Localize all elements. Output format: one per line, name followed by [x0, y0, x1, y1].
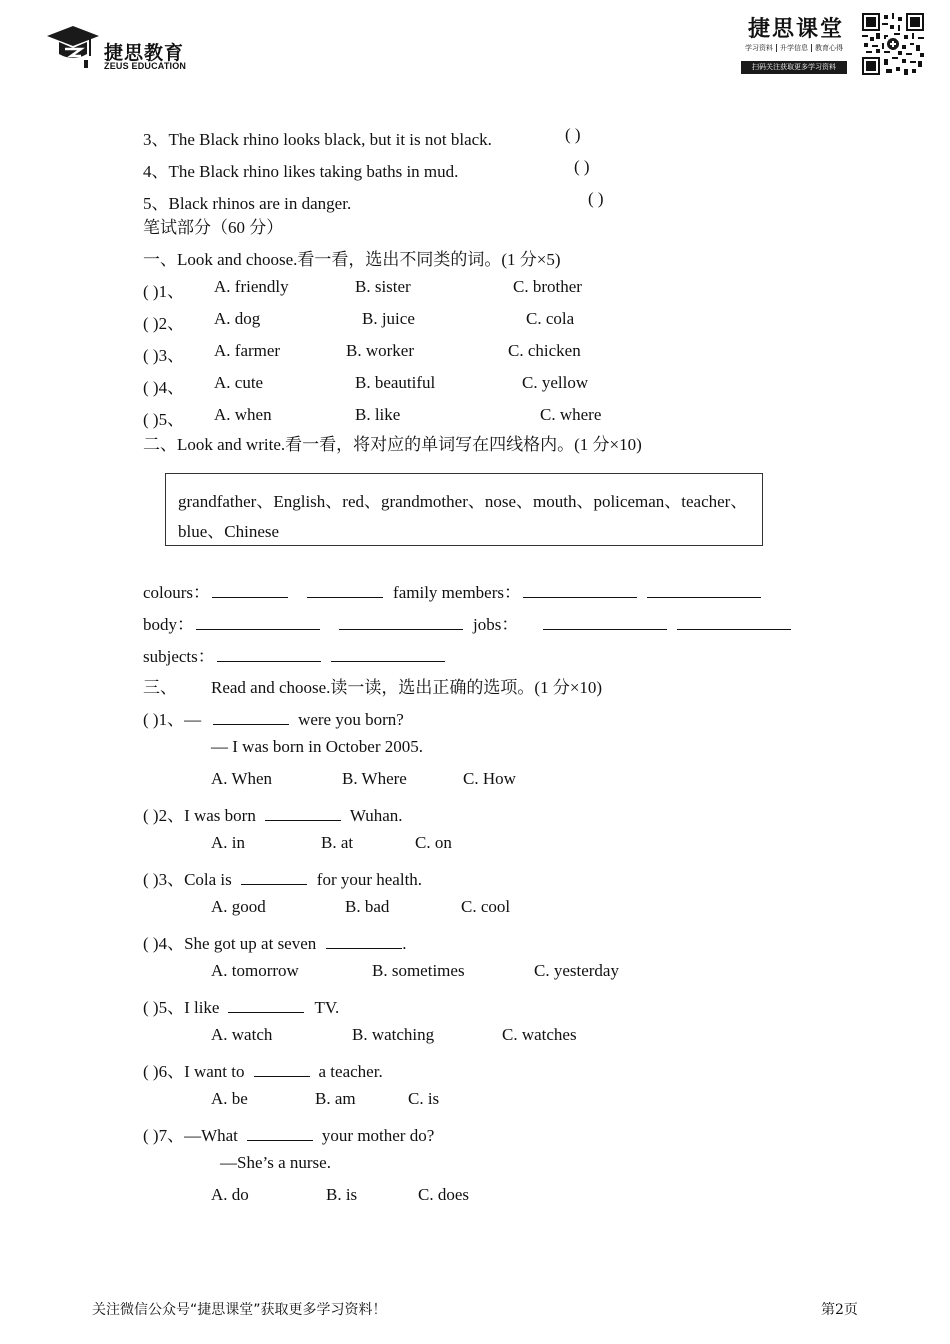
option-c: C. cola — [526, 309, 575, 328]
option-b: B. juice — [362, 309, 415, 328]
question-text: Cola is — [184, 870, 232, 889]
option-c: C. How — [463, 769, 516, 788]
choice-label[interactable]: ( )6、 — [143, 1062, 185, 1081]
brand-title: 捷思课堂 — [748, 16, 845, 42]
question-text: I like — [184, 998, 220, 1017]
option-a: A. in — [211, 833, 245, 852]
option-b: B. sometimes — [372, 961, 465, 980]
answer-blank[interactable] — [331, 660, 445, 662]
page-number: 第2页 — [821, 1302, 858, 1318]
question-text: —What — [184, 1126, 238, 1145]
option-b: B. sister — [355, 277, 411, 296]
option-b: B. like — [355, 405, 401, 424]
choice-label[interactable]: ( )4、 — [143, 934, 185, 953]
brand-tags — [742, 43, 846, 53]
written-part-title: 笔试部分（60 分） — [143, 218, 284, 237]
option-a: A. farmer — [214, 341, 281, 360]
option-b: B. am — [315, 1089, 356, 1108]
choice-label[interactable]: ( )4、 — [143, 378, 185, 397]
choice-label[interactable]: ( )2、 — [143, 314, 185, 333]
question-text: a teacher. — [318, 1062, 383, 1081]
option-a: A. when — [214, 405, 272, 424]
choice-label[interactable]: ( )1、 — [143, 710, 185, 729]
option-a: A. do — [211, 1185, 249, 1204]
question-5 — [143, 993, 339, 1018]
option-c: C. brother — [513, 277, 582, 296]
question-text: She got up at seven — [184, 934, 317, 953]
question-1 — [143, 705, 404, 730]
reading-item-3: 3、The Black rhino looks black, but it is not black. — [143, 130, 492, 149]
option-c: C. where — [540, 405, 602, 424]
choice-label[interactable]: ( )3、 — [143, 870, 185, 889]
option-c: C. watches — [502, 1025, 577, 1044]
qr-code-icon — [862, 13, 924, 75]
jobs-label: jobs： — [473, 615, 519, 634]
body-jobs-row — [143, 610, 791, 635]
section-3-title: Read and choose.读一读，选出正确的选项。(1 分×10) — [211, 678, 603, 697]
body-label: body： — [143, 615, 194, 634]
answer-blank[interactable] — [241, 883, 307, 885]
option-c: C. chicken — [508, 341, 581, 360]
option-b: B. watching — [352, 1025, 435, 1044]
brand-tag: 学习资料 — [742, 44, 777, 52]
answer-blank[interactable] — [523, 596, 637, 598]
option-a: A. friendly — [214, 277, 289, 296]
subjects-row — [143, 642, 445, 667]
answer-blank[interactable] — [213, 723, 289, 725]
answer-paren[interactable]: ( ) — [565, 125, 581, 144]
question-text: — — [184, 710, 202, 729]
section-1-title: 一、Look and choose.看一看，选出不同类的词。(1 分×5) — [143, 250, 561, 269]
answer-blank[interactable] — [212, 596, 288, 598]
option-a: A. cute — [214, 373, 264, 392]
answer-blank[interactable] — [647, 596, 761, 598]
option-b: B. beautiful — [355, 373, 436, 392]
option-a: A. be — [211, 1089, 248, 1108]
question-3 — [143, 865, 422, 890]
option-a: A. dog — [214, 309, 261, 328]
zeus-logo-icon — [45, 22, 101, 70]
answer-blank[interactable] — [217, 660, 321, 662]
reading-item-5: 5、Black rhinos are in danger. — [143, 194, 352, 213]
brand-tag: 升学信息 — [777, 44, 812, 52]
option-a: A. tomorrow — [211, 961, 299, 980]
question-2 — [143, 801, 403, 826]
subjects-label: subjects： — [143, 647, 215, 666]
question-4 — [143, 929, 407, 954]
colours-label: colours： — [143, 583, 211, 602]
answer-blank[interactable] — [247, 1139, 313, 1141]
answer-blank[interactable] — [196, 628, 320, 630]
choice-label[interactable]: ( )7、 — [143, 1126, 185, 1145]
question-text: TV. — [314, 998, 340, 1017]
answer-blank[interactable] — [326, 947, 402, 949]
choice-label[interactable]: ( )1、 — [143, 282, 185, 301]
question-7 — [143, 1121, 434, 1146]
family-label: family members： — [393, 583, 521, 602]
question-text: . — [402, 934, 407, 953]
option-c: C. is — [408, 1089, 440, 1108]
logo-chinese-text: 捷思教育 — [104, 42, 185, 64]
option-c: C. cool — [461, 897, 511, 916]
choice-label[interactable]: ( )2、 — [143, 806, 185, 825]
answer-blank[interactable] — [543, 628, 667, 630]
choice-label[interactable]: ( )5、 — [143, 410, 185, 429]
question-7-answer-line: —She’s a nurse. — [220, 1153, 331, 1172]
choice-label[interactable]: ( )3、 — [143, 346, 185, 365]
question-6 — [143, 1057, 383, 1082]
section-3-number: 三、 — [143, 678, 177, 697]
option-b: B. bad — [345, 897, 390, 916]
option-b: B. Where — [342, 769, 407, 788]
option-c: C. on — [415, 833, 452, 852]
question-text: for your health. — [316, 870, 423, 889]
brand-tag: 教育心得 — [815, 44, 843, 52]
option-b: B. is — [326, 1185, 358, 1204]
answer-blank[interactable] — [307, 596, 383, 598]
question-text: I want to — [184, 1062, 245, 1081]
answer-blank[interactable] — [677, 628, 791, 630]
question-text: I was born — [184, 806, 256, 825]
option-c: C. does — [418, 1185, 469, 1204]
option-a: A. good — [211, 897, 266, 916]
choice-label[interactable]: ( )5、 — [143, 998, 185, 1017]
option-a: A. When — [211, 769, 273, 788]
section-2-title: 二、Look and write.看一看，将对应的单词写在四线格内。(1 分×10) — [143, 435, 642, 454]
option-a: A. watch — [211, 1025, 273, 1044]
option-b: B. at — [321, 833, 354, 852]
footer-note: 关注微信公众号“捷思课堂”获取更多学习资料！ — [92, 1302, 387, 1318]
word-bank-text: grandfather、English、red、grandmother、nose、mouth、policeman、teacher、blue、Chinese — [178, 492, 748, 541]
answer-paren[interactable]: ( ) — [574, 157, 590, 176]
question-text: your mother do? — [321, 1126, 435, 1145]
question-1-answer-line: — I was born in October 2005. — [211, 737, 423, 756]
colours-row — [143, 578, 761, 603]
answer-blank[interactable] — [265, 819, 341, 821]
question-text: were you born? — [298, 710, 404, 729]
brand-banner: 扫码关注获取更多学习资料 — [741, 61, 847, 74]
option-c: C. yellow — [522, 373, 589, 392]
answer-blank[interactable] — [339, 628, 463, 630]
option-c: C. yesterday — [534, 961, 619, 980]
answer-blank[interactable] — [254, 1075, 310, 1077]
option-b: B. worker — [346, 341, 414, 360]
logo-english-text: ZEUS EDUCATION — [104, 61, 187, 71]
reading-item-4: 4、The Black rhino likes taking baths in mud. — [143, 162, 459, 181]
answer-paren[interactable]: ( ) — [588, 189, 604, 208]
question-text: Wuhan. — [349, 806, 403, 825]
answer-blank[interactable] — [228, 1011, 304, 1013]
